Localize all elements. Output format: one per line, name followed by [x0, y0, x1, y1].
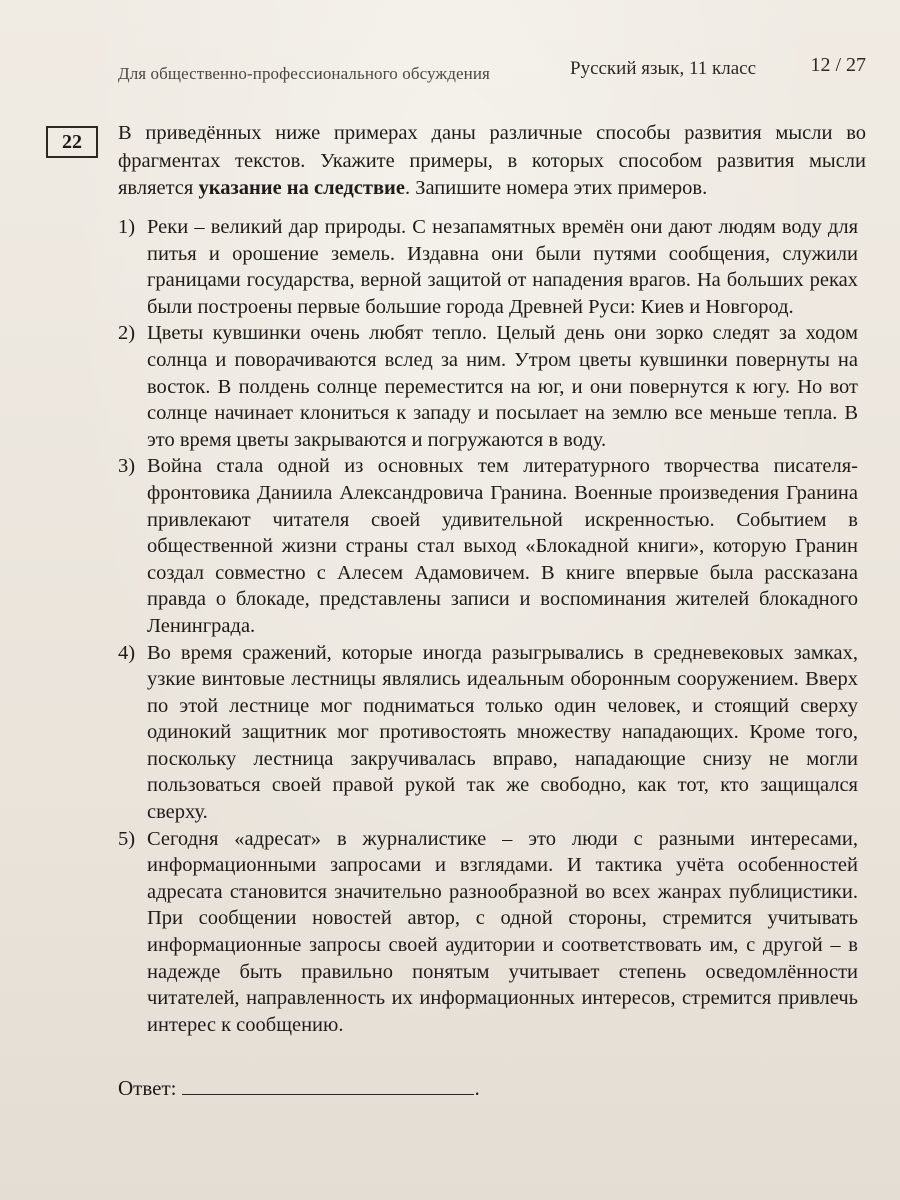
example-text: Во время сражений, которые иногда разыгрывались в средневековых замках, узкие винтовые лестницы являлись идеальным оборонным сооружением. Вверх по этой лестнице мог подниматься только один человек, и стоящий сверху одинокий защитник мог противостоять множеству нападающих. Кроме того, поскольку лестница закручивалась вправо, нападающие снизу не могли пользоваться своей правой рукой так же свободно, как тот, кто защищался сверху.	[147, 641, 858, 824]
task-number-box: 22	[46, 126, 98, 158]
header-page-number: 12 / 27	[810, 54, 866, 76]
example-item-3	[118, 453, 858, 639]
example-item-1	[118, 214, 858, 320]
prompt-text-after: . Запишите номера этих примеров.	[404, 177, 708, 199]
example-text: Цветы кувшинки очень любят тепло. Целый день они зорко следят за ходом солнца и поворачиваются вслед за ним. Утром цветы кувшинки повернуты на восток. В полдень солнце переместится на юг, и они повернутся к югу. Но вот солнце начинает клониться к западу и посылает на землю все меньше тепла. В это время цветы закрываются и погружаются в воду.	[147, 322, 858, 451]
answer-row	[118, 1076, 480, 1101]
example-item-5	[118, 826, 858, 1039]
task-prompt	[118, 120, 866, 203]
example-number: 1)	[118, 216, 136, 238]
answer-end-mark: .	[474, 1076, 480, 1100]
example-number: 3)	[118, 455, 136, 478]
example-number: 5)	[118, 827, 136, 850]
example-number: 4)	[118, 641, 136, 664]
header-left-text: Для общественно-профессионального обсуждения	[118, 64, 490, 83]
example-text: Реки – великий дар природы. С незапамятных времён они дают людям воду для питья и орошение земель. Издавна они были путями сообщения, служили границами государства, верной защитой от нападения врагов. На больших реках были построены первые большие города Древней Руси: Киев и Новгород.	[147, 216, 858, 318]
example-item-4	[118, 640, 858, 826]
prompt-bold-text: указание на следствие	[198, 177, 405, 199]
answer-blank-line[interactable]	[182, 1076, 474, 1095]
example-number: 2)	[118, 322, 136, 345]
example-item-2	[118, 320, 858, 453]
page-header	[118, 54, 870, 88]
header-subject: Русский язык, 11 класс	[570, 58, 757, 79]
prompt-text-before: В приведённых ниже примерах даны различные способы развития мысли во фрагментах текстов. Укажите примеры, в которых способом развития мысли является	[118, 122, 866, 199]
example-text: Сегодня «адресат» в журналистике – это люди с разными интересами, информационными запросами и взглядами. И тактика учёта особенностей адресата становится значительно разнообразной во всех жанрах публицистики. При сообщении новостей автор, с одной стороны, стремится учитывать информационные запросы своей аудитории и соответствовать им, с другой – в надежде быть правильно понятым учитывает степень осведомлённости читателей, направленность их информационных интересов, стремится привлечь интерес к сообщению.	[147, 827, 858, 1036]
examples-list	[118, 214, 858, 1038]
answer-label: Ответ:	[118, 1076, 177, 1100]
example-text: Война стала одной из основных тем литературного творчества писателя-фронтовика Даниила Александровича Гранина. Военные произведения Гранина привлекают читателя своей удивительной искренностью. Событием в общественной жизни страны стал выход «Блокадной книги», которую Гранин создал совместно с Алесем Адамовичем. В книге впервые была рассказана правда о блокаде, представлены записи и воспоминания жителей блокадного Ленинграда.	[147, 455, 858, 637]
